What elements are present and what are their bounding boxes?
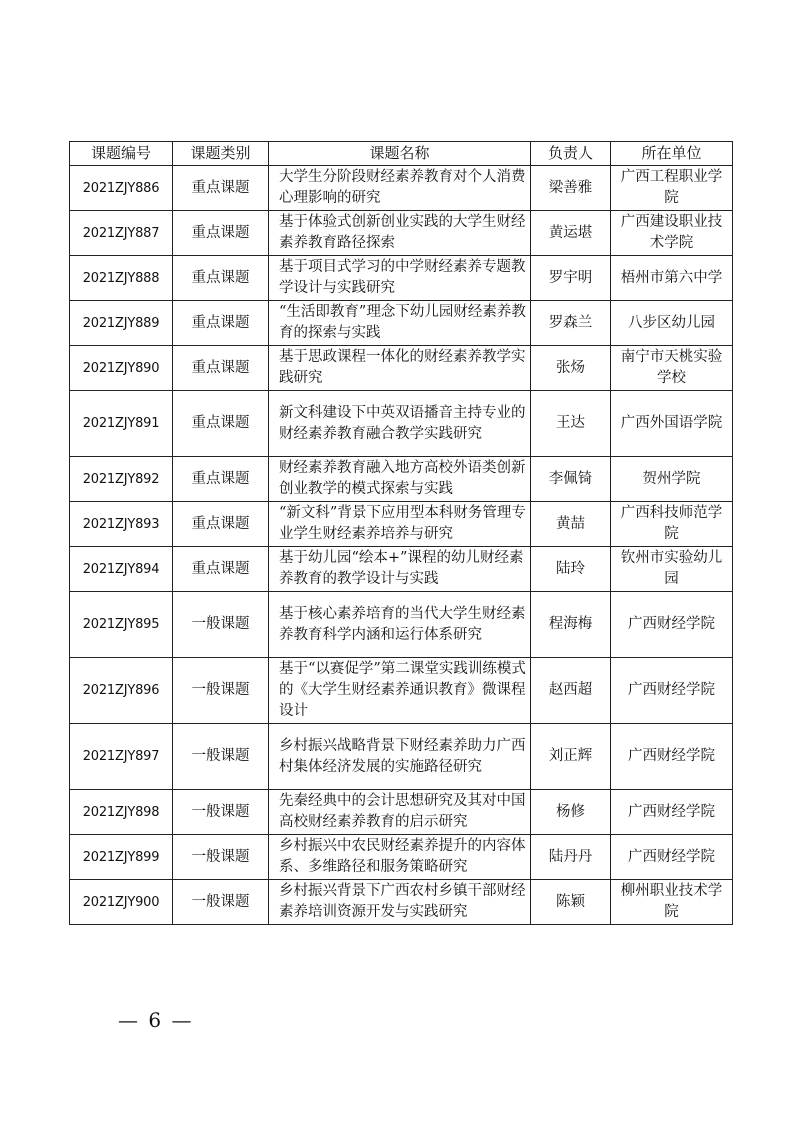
cell-unit: 广西财经学院: [611, 790, 733, 835]
cell-code: 2021ZJY892: [70, 457, 173, 502]
cell-unit: 广西财经学院: [611, 658, 733, 724]
cell-title: 基于“以赛促学”第二课堂实践训练模式的《大学生财经素养通识教育》微课程设计: [269, 658, 531, 724]
cell-unit: 广西财经学院: [611, 724, 733, 790]
cell-lead: 刘正辉: [531, 724, 611, 790]
cell-title: 基于幼儿园“绘本+”课程的幼儿财经素养教育的教学设计与实践: [269, 547, 531, 592]
table-row: [70, 502, 733, 547]
cell-title: 大学生分阶段财经素养教育对个人消费心理影响的研究: [269, 166, 531, 211]
cell-unit: 广西建设职业技术学院: [611, 211, 733, 256]
page-number: — 6 —: [118, 1008, 194, 1032]
table-row: [70, 346, 733, 391]
cell-title: 乡村振兴背景下广西农村乡镇干部财经素养培训资源开发与实践研究: [269, 880, 531, 925]
cell-code: 2021ZJY895: [70, 592, 173, 658]
cell-unit: 钦州市实验幼儿园: [611, 547, 733, 592]
cell-code: 2021ZJY886: [70, 166, 173, 211]
cell-lead: 黄运堪: [531, 211, 611, 256]
cell-unit: 广西财经学院: [611, 835, 733, 880]
cell-code: 2021ZJY887: [70, 211, 173, 256]
project-table: [69, 141, 733, 925]
cell-lead: 赵西超: [531, 658, 611, 724]
cell-title: 基于思政课程一体化的财经素养教学实践研究: [269, 346, 531, 391]
cell-lead: 杨修: [531, 790, 611, 835]
table-row: [70, 211, 733, 256]
cell-unit: 广西外国语学院: [611, 391, 733, 457]
table-row: [70, 166, 733, 211]
table-row: [70, 724, 733, 790]
cell-category: 重点课题: [173, 166, 269, 211]
table-header-row: [70, 142, 733, 166]
header-lead: 负责人: [531, 142, 611, 166]
table-row: [70, 256, 733, 301]
table-row: [70, 658, 733, 724]
header-code: 课题编号: [70, 142, 173, 166]
cell-unit: 广西科技师范学院: [611, 502, 733, 547]
cell-code: 2021ZJY890: [70, 346, 173, 391]
cell-code: 2021ZJY897: [70, 724, 173, 790]
cell-unit: 贺州学院: [611, 457, 733, 502]
cell-category: 一般课题: [173, 658, 269, 724]
cell-title: 基于项目式学习的中学财经素养专题教学设计与实践研究: [269, 256, 531, 301]
cell-lead: 黄喆: [531, 502, 611, 547]
header-unit: 所在单位: [611, 142, 733, 166]
header-title: 课题名称: [269, 142, 531, 166]
table-row: [70, 457, 733, 502]
cell-category: 一般课题: [173, 592, 269, 658]
cell-title: “生活即教育”理念下幼儿园财经素养教育的探索与实践: [269, 301, 531, 346]
table-row: [70, 835, 733, 880]
cell-code: 2021ZJY898: [70, 790, 173, 835]
cell-unit: 八步区幼儿园: [611, 301, 733, 346]
cell-code: 2021ZJY889: [70, 301, 173, 346]
table-body: [70, 166, 733, 925]
cell-lead: 王达: [531, 391, 611, 457]
cell-unit: 梧州市第六中学: [611, 256, 733, 301]
cell-code: 2021ZJY894: [70, 547, 173, 592]
cell-title: 基于核心素养培育的当代大学生财经素养教育科学内涵和运行体系研究: [269, 592, 531, 658]
cell-title: 基于体验式创新创业实践的大学生财经素养教育路径探索: [269, 211, 531, 256]
cell-code: 2021ZJY891: [70, 391, 173, 457]
cell-lead: 程海梅: [531, 592, 611, 658]
table-row: [70, 592, 733, 658]
cell-title: 乡村振兴战略背景下财经素养助力广西村集体经济发展的实施路径研究: [269, 724, 531, 790]
cell-category: 重点课题: [173, 256, 269, 301]
cell-title: 乡村振兴中农民财经素养提升的内容体系、多维路径和服务策略研究: [269, 835, 531, 880]
cell-category: 一般课题: [173, 724, 269, 790]
cell-category: 重点课题: [173, 391, 269, 457]
header-category: 课题类别: [173, 142, 269, 166]
cell-title: 先秦经典中的会计思想研究及其对中国高校财经素养教育的启示研究: [269, 790, 531, 835]
cell-category: 重点课题: [173, 211, 269, 256]
cell-unit: 广西工程职业学院: [611, 166, 733, 211]
cell-title: 财经素养教育融入地方高校外语类创新创业教学的模式探索与实践: [269, 457, 531, 502]
cell-category: 重点课题: [173, 502, 269, 547]
cell-lead: 梁善雅: [531, 166, 611, 211]
cell-category: 重点课题: [173, 547, 269, 592]
cell-code: 2021ZJY888: [70, 256, 173, 301]
cell-category: 重点课题: [173, 346, 269, 391]
cell-lead: 陈颖: [531, 880, 611, 925]
cell-category: 一般课题: [173, 880, 269, 925]
table-row: [70, 391, 733, 457]
table-row: [70, 547, 733, 592]
cell-title: “新文科”背景下应用型本科财务管理专业学生财经素养培养与研究: [269, 502, 531, 547]
table-row: [70, 301, 733, 346]
cell-lead: 张炀: [531, 346, 611, 391]
cell-unit: 广西财经学院: [611, 592, 733, 658]
cell-unit: 柳州职业技术学院: [611, 880, 733, 925]
cell-lead: 罗森兰: [531, 301, 611, 346]
cell-title: 新文科建设下中英双语播音主持专业的财经素养教育融合教学实践研究: [269, 391, 531, 457]
table-row: [70, 880, 733, 925]
cell-lead: 罗宇明: [531, 256, 611, 301]
cell-lead: 陆丹丹: [531, 835, 611, 880]
cell-category: 重点课题: [173, 301, 269, 346]
cell-category: 重点课题: [173, 457, 269, 502]
cell-unit: 南宁市天桃实验学校: [611, 346, 733, 391]
cell-code: 2021ZJY899: [70, 835, 173, 880]
cell-code: 2021ZJY893: [70, 502, 173, 547]
cell-code: 2021ZJY900: [70, 880, 173, 925]
cell-category: 一般课题: [173, 835, 269, 880]
cell-lead: 李佩锜: [531, 457, 611, 502]
cell-code: 2021ZJY896: [70, 658, 173, 724]
cell-lead: 陆玲: [531, 547, 611, 592]
table-row: [70, 790, 733, 835]
cell-category: 一般课题: [173, 790, 269, 835]
